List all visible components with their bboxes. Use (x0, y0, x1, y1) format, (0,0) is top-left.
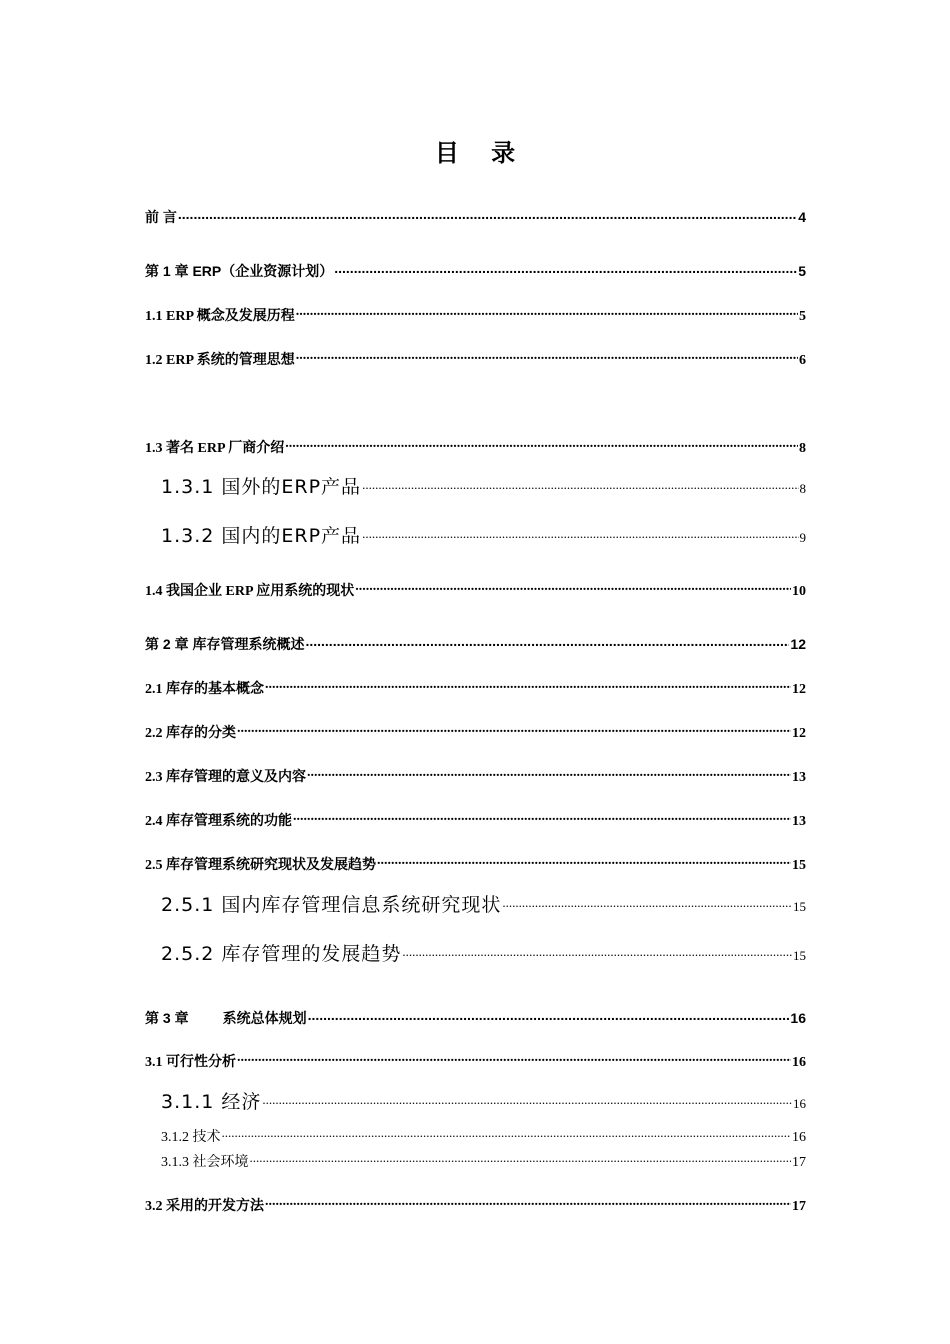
toc-entry-label: 第 2 章 库存管理系统概述 (145, 636, 305, 652)
chapter-number: 第 3 章 (145, 1010, 189, 1026)
toc-entry-page: 17 (792, 1199, 806, 1214)
toc-leader (305, 635, 789, 649)
toc-entry-page: 5 (798, 263, 806, 279)
toc-leader (355, 581, 791, 595)
toc-leader (178, 208, 797, 222)
toc-entry-page: 16 (792, 1055, 806, 1070)
toc-entry-label: 1.2 ERP 系统的管理思想 (145, 353, 295, 368)
toc-entry-page: 17 (792, 1155, 806, 1170)
toc-entry-page: 15 (792, 858, 806, 873)
toc-entry[interactable] (161, 939, 806, 966)
toc-entry-label: 3.1 可行性分析 (145, 1055, 236, 1070)
toc-entry-label: 3.1.3 社会环境 (161, 1155, 249, 1170)
toc-entry-page: 12 (792, 726, 806, 741)
toc-entry-page: 9 (799, 530, 806, 545)
toc-leader (362, 480, 798, 493)
toc-entry-label: 2.2 库存的分类 (145, 726, 236, 741)
toc-entry-page: 6 (799, 353, 806, 368)
toc-entry-page: 4 (798, 209, 806, 225)
toc-entry-label: 1.4 我国企业 ERP 应用系统的现状 (145, 584, 355, 599)
toc-leader (250, 1153, 792, 1166)
toc-entry-page: 16 (792, 1130, 806, 1145)
toc-leader (502, 898, 792, 911)
toc-leader (377, 855, 791, 869)
toc-leader (237, 1052, 791, 1066)
toc-entry[interactable] (145, 305, 806, 325)
toc-entry-page: 10 (792, 584, 806, 599)
toc-leader (402, 947, 792, 960)
toc-entry-page: 16 (790, 1010, 806, 1026)
toc-entry[interactable] (145, 207, 806, 227)
toc-entry-label: 第 1 章 ERP（企业资源计划） (145, 263, 334, 279)
toc-leader (296, 350, 798, 364)
toc-leader (293, 811, 791, 825)
toc-entry-page: 15 (793, 948, 806, 963)
toc-leader (237, 723, 791, 737)
toc-entry[interactable] (161, 1087, 806, 1114)
toc-leader (285, 438, 798, 452)
toc-leader (222, 1128, 792, 1141)
toc-entry-page: 13 (792, 770, 806, 785)
toc-leader (265, 679, 791, 693)
toc-leader (262, 1095, 792, 1108)
toc-entry[interactable] (145, 722, 806, 742)
toc-entry-page: 12 (790, 636, 806, 652)
toc-entry-label: 1.3 著名 ERP 厂商介绍 (145, 441, 285, 456)
toc-entry-label: 2.5.2 库存管理的发展趋势 (161, 943, 402, 965)
toc-entry[interactable] (161, 1126, 806, 1146)
toc-entry-label: 2.4 库存管理系统的功能 (145, 814, 292, 829)
toc-entry[interactable] (145, 634, 806, 654)
toc-leader (296, 306, 798, 320)
toc-entry-label: 3.1.1 经济 (161, 1091, 262, 1113)
toc-entry[interactable] (161, 472, 806, 499)
toc-entry-label: 1.3.1 国外的ERP产品 (161, 476, 362, 498)
toc-entry-label: 2.5.1 国内库存管理信息系统研究现状 (161, 894, 502, 916)
toc-entry-label: 3.2 采用的开发方法 (145, 1199, 264, 1214)
toc-entry-label: 1.1 ERP 概念及发展历程 (145, 309, 295, 324)
toc-entry[interactable] (145, 349, 806, 369)
toc-entry[interactable] (161, 1151, 806, 1171)
toc-entry-page: 16 (793, 1096, 806, 1111)
toc-entry-page: 8 (799, 481, 806, 496)
toc-entry[interactable] (145, 261, 806, 281)
toc-entry-label (145, 1008, 307, 1028)
toc-leader (307, 767, 791, 781)
toc-entry[interactable] (145, 810, 806, 830)
toc-entry-page: 12 (792, 682, 806, 697)
toc-entry-page: 13 (792, 814, 806, 829)
toc-entry-page: 15 (793, 899, 806, 914)
toc-leader (334, 262, 797, 276)
toc-entry-label: 前 言 (145, 209, 177, 225)
toc-leader (265, 1196, 791, 1210)
toc-entry[interactable] (145, 437, 806, 457)
chapter-title: 系统总体规划 (222, 1010, 307, 1026)
toc-entry-label: 1.3.2 国内的ERP产品 (161, 525, 362, 547)
toc-entry-label: 2.5 库存管理系统研究现状及发展趋势 (145, 858, 376, 873)
toc-leader (362, 529, 798, 542)
toc-leader (308, 1009, 790, 1023)
toc-entry[interactable] (161, 890, 806, 917)
toc-entry-label: 2.1 库存的基本概念 (145, 682, 264, 697)
toc-title: 目 录 (434, 139, 528, 167)
toc-entry[interactable] (145, 1008, 806, 1028)
toc-entry[interactable] (145, 766, 806, 786)
toc-entry[interactable] (145, 678, 806, 698)
toc-entry-label: 3.1.2 技术 (161, 1130, 221, 1145)
toc-entry[interactable] (145, 1051, 806, 1071)
toc-entry[interactable] (161, 521, 806, 548)
toc-entry[interactable] (145, 580, 806, 600)
toc-entry[interactable] (145, 1195, 806, 1215)
toc-entry-page: 8 (799, 441, 806, 456)
toc-entry-page: 5 (799, 309, 806, 324)
toc-entry[interactable] (145, 854, 806, 874)
toc-entry-label: 2.3 库存管理的意义及内容 (145, 770, 306, 785)
